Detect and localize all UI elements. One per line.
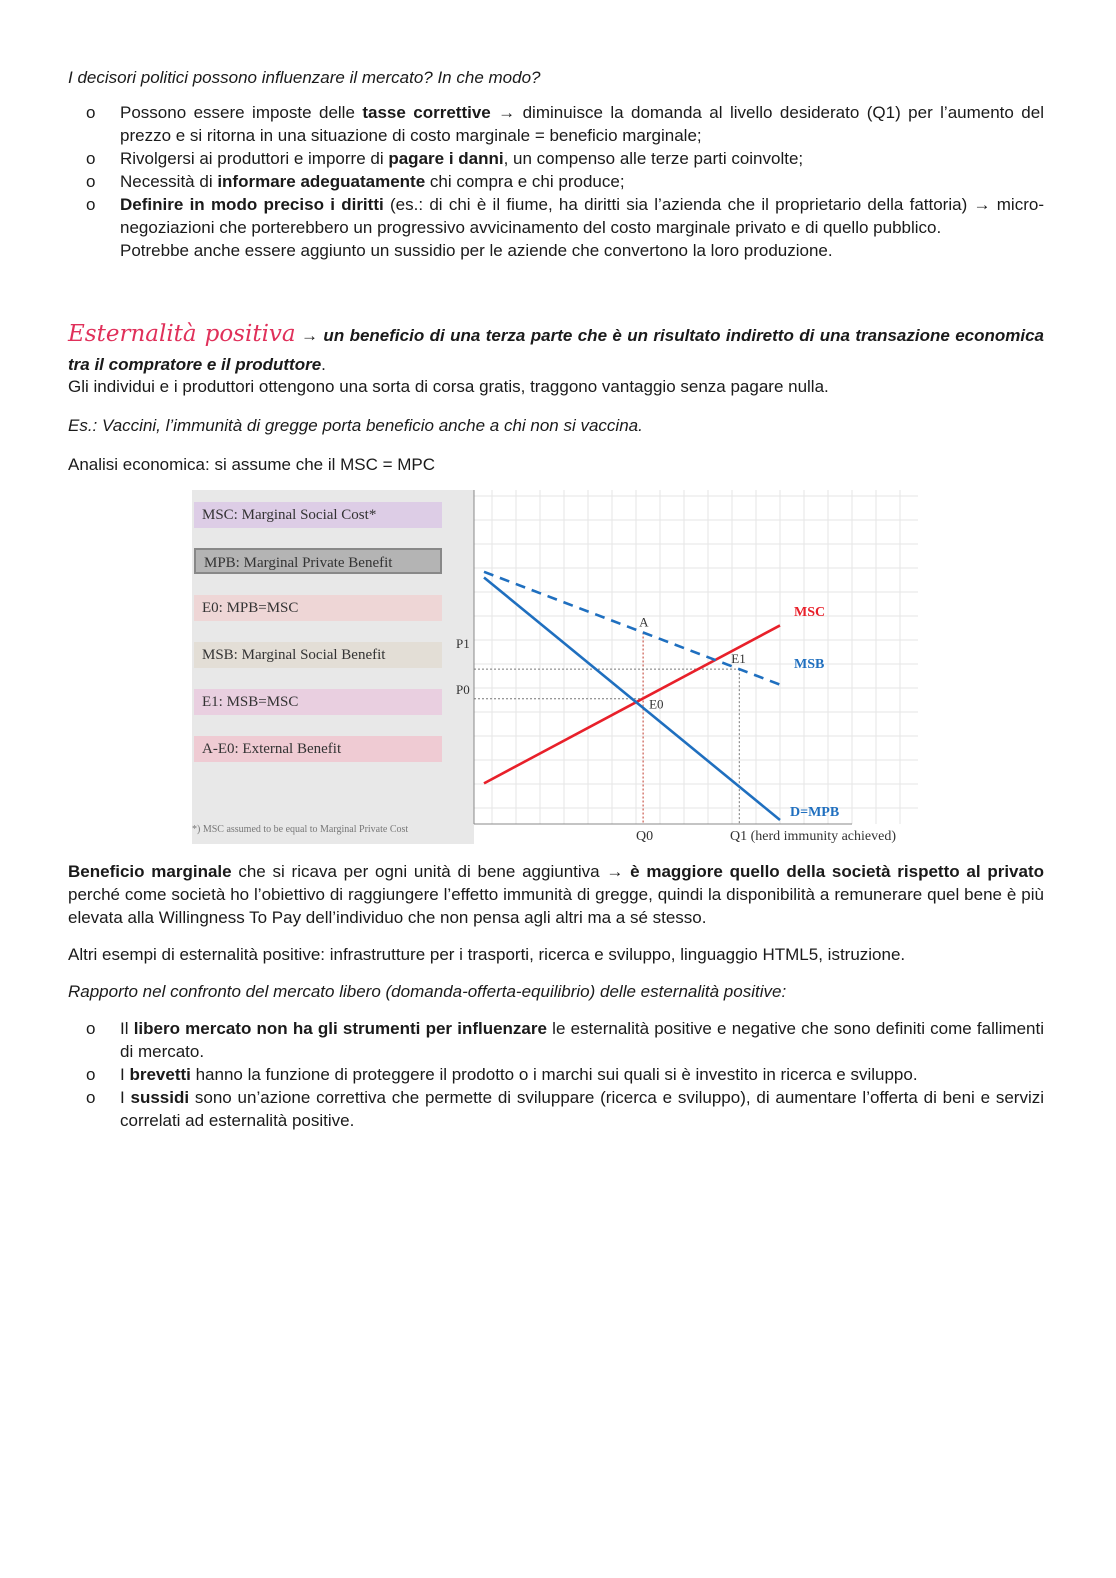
bullet: o xyxy=(86,1019,96,1038)
bullet: o xyxy=(86,1065,96,1084)
curve-label-msb: MSB xyxy=(794,657,825,672)
legend-item-mpb: MPB: Marginal Private Benefit xyxy=(194,548,442,574)
other-examples-text: Altri esempi di esternalità positive: infrastrutture per i trasporti, ricerca e sviluppo, linguaggio HTML5, istruzione. xyxy=(68,945,906,964)
point-label-a: A xyxy=(639,614,649,630)
example-text: Es.: Vaccini, l’immunità di gregge porta beneficio anche a chi non si vaccina. xyxy=(68,416,643,435)
marginal-benefit-paragraph: Beneficio marginale che si ricava per ogni unità di bene aggiuntiva → è maggiore quello della società rispetto al privato perché come società ho l’obiettivo di raggiungere l’effetto immunità di gregge, quindi la disponibilità a remunerare quel bene è più elevata alla Willingness To Pay dell’individuo che non pensa agli altri ma a sé stesso. xyxy=(68,862,1044,927)
legend-item-msc: MSC: Marginal Social Cost* xyxy=(194,502,442,528)
list-item: o Definire in modo preciso i diritti (es.: di chi è il fiume, ha diritti sia l’azienda che il proprietario della fattoria) → micro-negoziazioni che porterebbero un progressivo avvicinamento del costo marginale privato e di quello pubblico. Potrebbe anche essere aggiunto un sussidio per le aziende che convertono la loro produzione. xyxy=(86,195,1044,260)
rapporto-heading: Rapporto nel confronto del mercato libero (domanda-offerta-equilibrio) delle esternalità positive: xyxy=(68,982,787,1001)
externality-figure xyxy=(192,490,918,844)
y-tick-p0: P0 xyxy=(456,682,470,697)
legend-item-msb: MSB: Marginal Social Benefit xyxy=(194,642,442,668)
y-tick-p1: P1 xyxy=(456,636,470,651)
legend-footnote: *) MSC assumed to be equal to Marginal Private Cost xyxy=(192,824,409,835)
point-label-e1: E1 xyxy=(731,651,746,667)
curve-label-msc: MSC xyxy=(794,605,826,620)
point-label-e0: E0 xyxy=(649,696,664,712)
legend-item-e1: E1: MSB=MSC xyxy=(194,689,442,715)
analysis-text: Analisi economica: si assume che il MSC = MPC xyxy=(68,455,436,474)
bullet: o xyxy=(86,103,96,122)
question-heading: I decisori politici possono influenzare il mercato? In che modo? xyxy=(68,68,541,87)
list-item: o Il libero mercato non ha gli strumenti per influenzare le esternalità positive e negative che sono definiti come fallimenti di mercato. xyxy=(86,1019,1045,1061)
list-item: o Possono essere imposte delle tasse correttive → diminuisce la domanda al livello desiderato (Q1) per l’aumento del prezzo e si ritorna in una situazione di costo marginale = beneficio marginale; xyxy=(86,103,1044,145)
positive-externality-heading: Esternalità positiva → un beneficio di una terza parte che è un risultato indiretto di una transazione economica tra il compratore e il produttore. xyxy=(68,321,1045,374)
list-item: o Necessità di informare adeguatamente chi compra e chi produce; xyxy=(86,172,625,191)
bullet: o xyxy=(86,195,96,214)
curve-label-d-mpb: D=MPB xyxy=(790,805,840,820)
section-title: Esternalità positiva xyxy=(68,321,296,347)
x-tick-q0: Q0 xyxy=(636,829,654,844)
page xyxy=(68,66,1044,1132)
list-item: o Rivolgersi ai produttori e imporre di pagare i danni, un compenso alle terze parti coinvolte; xyxy=(86,149,804,168)
legend-item-external-benefit: A-E0: External Benefit xyxy=(194,736,442,762)
list-item: o I sussidi sono un’azione correttiva che permette di sviluppare (ricerca e sviluppo), di aumentare l’offerta di beni e servizi correlati ad esternalità positive. xyxy=(86,1088,1044,1130)
x-tick-q1: Q1 (herd immunity achieved) xyxy=(730,829,897,844)
bullet: o xyxy=(86,149,96,168)
free-ride-text: Gli individui e i produttori ottengono una sorta di corsa gratis, traggono vantaggio senza pagare nulla. xyxy=(68,377,829,396)
legend-item-e0: E0: MPB=MSC xyxy=(194,595,442,621)
policy-list xyxy=(68,101,1044,262)
market-list xyxy=(68,1017,1044,1132)
list-item: o I brevetti hanno la funzione di proteggere il prodotto o i marchi sui quali si è investito in ricerca e sviluppo. xyxy=(86,1065,918,1084)
bullet: o xyxy=(86,172,96,191)
externality-chart xyxy=(192,490,918,844)
bullet: o xyxy=(86,1088,96,1107)
